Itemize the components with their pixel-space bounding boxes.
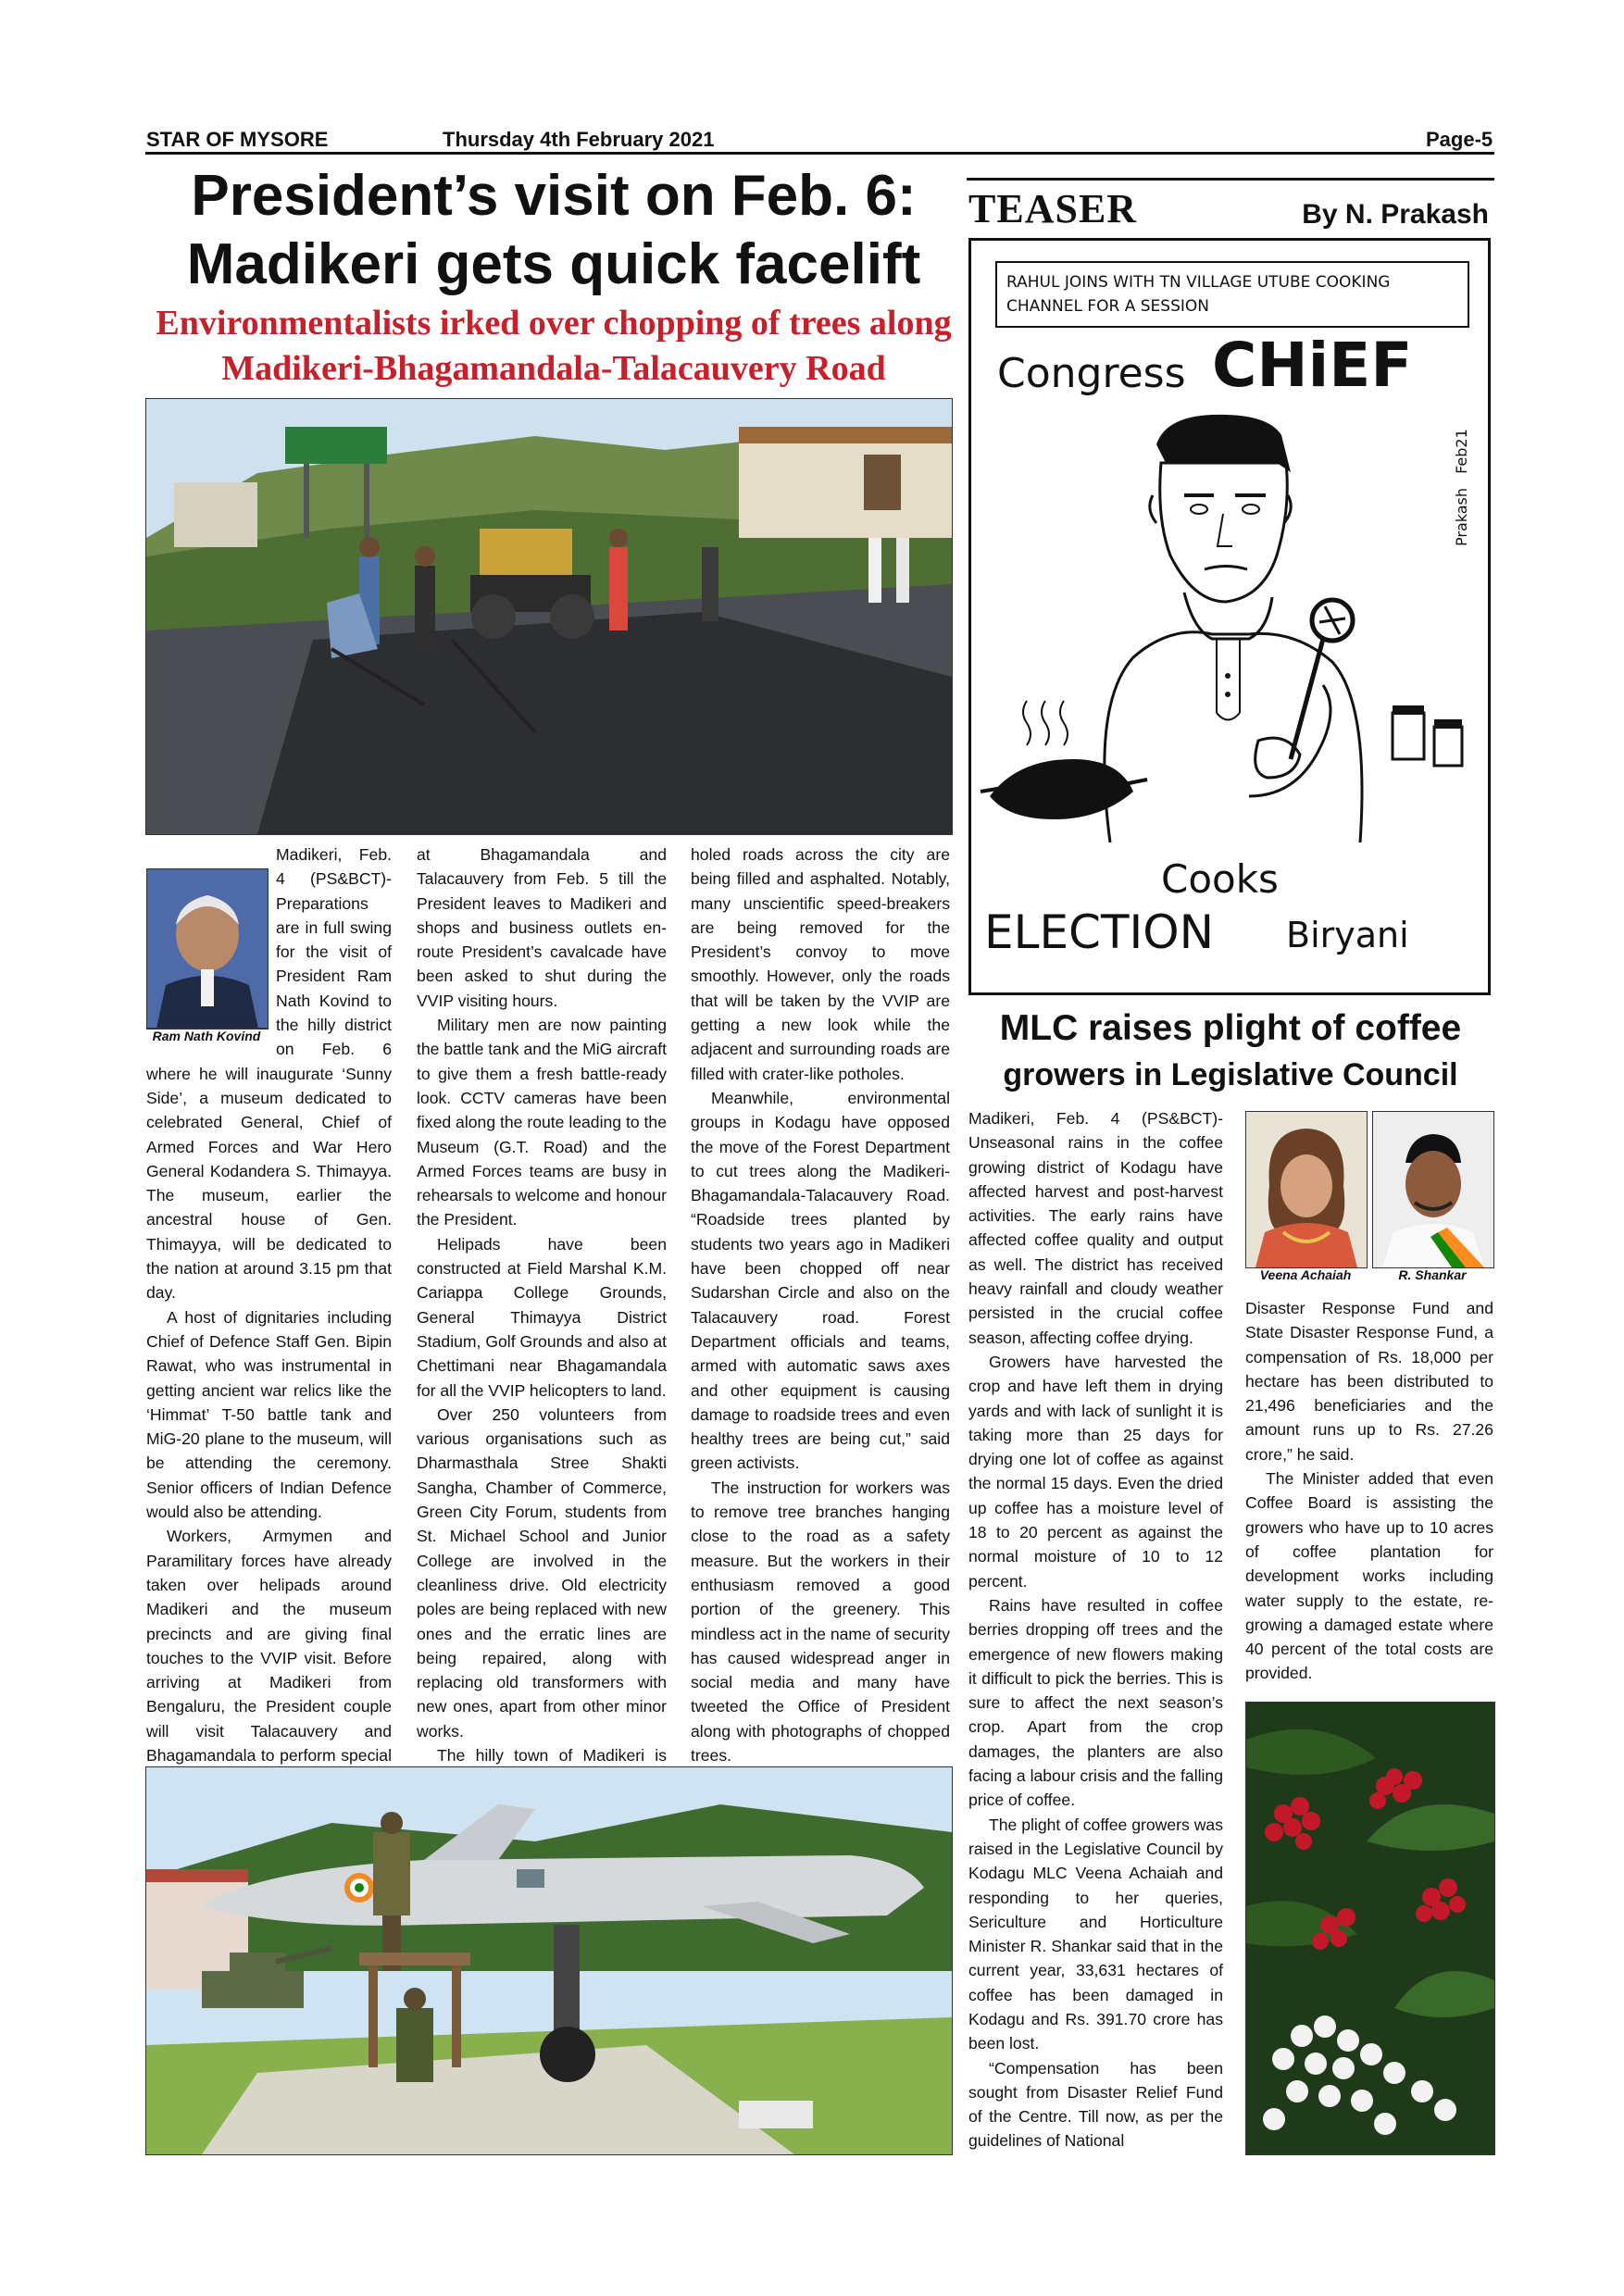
main-col2-para-3: Helipads have been constructed at Field Marshal K.M. Cariappa College Grounds, General Thimayya District Stadium, Golf Grounds and also at Chettimani near Bhagamandala for all the VVIP helicopters to land. xyxy=(417,1234,667,1400)
mlc-col1-para-4: The plight of coffee growers was raised in the Legislative Council by Kodagu MLC Veena Achaiah and responding to her queries, Sericulture and Horticulture Minister R. Shankar said that in the current year, 33,631 hectares of coffee has been damaged in Kodagu and Rs. 391.70 crore has been lost. xyxy=(968,1815,1223,2053)
main-col1-para-1: Madikeri, Feb. 4 (PS&BCT)- Preparations are in full swing for the visit of President Ram Nath Kovind to the hilly district on Feb. 6 where he will inaugurate ‘Sunny Side’, a museum dedicated to celebrated General, Chief of Armed Forces and War Hero General Kodandera S. Thimayya. The museum, earlier the ancestral house of Gen. Thimayya, will be dedicated to the nation at around 3.15 pm that day. xyxy=(146,845,392,1303)
road-repair-illustration xyxy=(146,399,952,834)
teaser-title: TEASER xyxy=(968,186,1138,231)
mlc-col1-para-5: “Compensation has been sought from Disaster Relief Fund of the Centre. Till now, as per the guidelines of National xyxy=(968,2058,1223,2151)
cartoon-frame xyxy=(968,238,1491,995)
veena-achaiah-photo xyxy=(1245,1111,1368,1268)
cartoon-label-congress: Congress xyxy=(997,350,1186,397)
main-col2-para-5: The hilly town of Madikeri is xyxy=(437,1745,667,1765)
issue-date: Thursday 4th February 2021 xyxy=(443,128,715,151)
teaser-top-rule xyxy=(967,178,1494,181)
coffee-berries-photo xyxy=(1245,1702,1495,2155)
main-story-column-1 xyxy=(146,842,392,1816)
mlc-col1-para-2: Growers have harvested the crop and have left them in drying yards and with lack of sunlight it is taking more than 25 days for drying one lot of coffee as against the normal 15 days. Even the dried up coffee has a moisture level of 18 to 20 percent as against the normal moisture of 10 to 12 percent. xyxy=(968,1352,1223,1591)
main-col3-para-1: holed roads across the city are being filled and asphalted. Notably, many unscientific speed-breakers are being removed for the President’s convoy to move smoothly. However, only the roads that will be taken by the VVIP are getting a new look while the adjacent and surrounding roads are filled with crater-like potholes. xyxy=(691,845,950,1083)
cartoon-label-biryani: Biryani xyxy=(1286,915,1409,955)
cartoon-caption-line2: CHANNEL FOR A SESSION xyxy=(1006,297,1209,316)
main-col2-para-4: Over 250 volunteers from various organisations such as Dharmasthala Stree Shakti Sangha, Chamber of Commerce, Green City Forum, students from St. Michael School and Junior College are involved in the cleanliness drive. Old electricity poles are being replaced with new ones and the erratic lines are being repaired, along with replacing old transformers with new ones, apart from other minor works. xyxy=(417,1404,667,1741)
cartoon-caption-line1: RAHUL JOINS WITH TN VILLAGE UTUBE COOKING xyxy=(1006,273,1391,292)
mlc-col2-para-1: Disaster Response Fund and State Disaster Response Fund, a compensation of Rs. 18,000 per hectare has been distributed to 21,496 beneficiaries and the amount runs up to Rs. 27.26 crore,” he said. xyxy=(1245,1299,1493,1464)
page-number: Page-5 xyxy=(1426,128,1493,151)
main-col1-para-2: A host of dignitaries including Chief of Defence Staff Gen. Bipin Rawat, who was instrumental in getting ancient war relics like the ‘Himmat’ T-50 battle tank and MiG-20 plane to the museum, will be attending the ceremony. Senior officers of Indian Defence would also be attending. xyxy=(146,1307,392,1522)
president-photo-caption: Ram Nath Kovind xyxy=(146,1028,267,1043)
cartoon-caption-box xyxy=(995,261,1469,328)
main-headline-line1: President’s visit on Feb. 6: xyxy=(191,164,917,228)
coffee-berries-illustration xyxy=(1246,1703,1494,2154)
cartoon-label-cooks: Cooks xyxy=(1161,856,1279,902)
main-story-column-3 xyxy=(691,842,950,1767)
inset-float-space xyxy=(146,842,276,1055)
masthead-rule xyxy=(145,152,1494,155)
mlc-col2-para-2: The Minister added that even Coffee Board is assisting the growers who have up to 10 acres of coffee plantation for development works including water supply to the estate, re-growing a damaged estate where 40 percent of the total costs are provided. xyxy=(1245,1469,1493,1683)
main-story-column-2 xyxy=(417,842,667,1792)
mlc-col1-para-1: Madikeri, Feb. 4 (PS&BCT)- Unseasonal rains in the coffee growing district of Kodagu have affected harvest and post-harvest activities. The early rains have affected coffee quality and output as well. The district has received heavy rainfall and cloudy weather persisted in the crucial coffee season, affecting coffee drying. xyxy=(968,1109,1223,1347)
mlc-story-column-2 xyxy=(1245,1296,1493,1686)
r-shankar-caption: R. Shankar xyxy=(1398,1267,1467,1282)
main-col1-para-3: Workers, Armymen and Paramilitary forces have already taken over helipads around Madikeri and the museum precincts and are giving final touches to the VVIP visit. Before arriving at Madikeri from Bengaluru, the President couple will visit Talacauvery and Bhagamandala to perform special xyxy=(146,1527,392,1765)
main-subhead-line1: Environmentalists irked over chopping of trees along xyxy=(156,304,952,343)
main-col2-para-2: Military men are now painting the battle tank and the MiG aircraft to give them a fresh battle-ready look. CCTV cameras have been fixed along the route leading to the Museum (G.T. Road) and the Armed Forces teams are busy in rehearsals to welcome and honour the President. xyxy=(417,1016,667,1229)
mlc-col1-para-3: Rains have resulted in coffee berries dropping off trees and the emergence of new flowers making it difficult to pick the berries. This is sure to affect the next season’s crop. Apart from the crop damages, the planters are also facing a labour crisis and the falling price of coffee. xyxy=(968,1595,1223,1810)
veena-achaiah-caption: Veena Achaiah xyxy=(1259,1267,1352,1282)
cartoon-label-election: ELECTION xyxy=(984,905,1214,959)
cartoonist-signature xyxy=(1453,429,1470,546)
main-headline-line2: Madikeri gets quick facelift xyxy=(186,232,921,296)
cartoon-label-chief: CHiEF xyxy=(1212,330,1413,401)
paper-name: STAR OF MYSORE xyxy=(146,128,329,151)
road-repair-photo xyxy=(145,398,953,835)
mig-aircraft-photo xyxy=(145,1766,953,2155)
r-shankar-photo xyxy=(1372,1111,1494,1268)
main-col3-para-2: Meanwhile, environmental groups in Kodagu have opposed the move of the Forest Department to cut trees along the Madikeri-Bhagamandala-Talacauvery Road. “Roadside trees planted by students two years ago in Madikeri have been chopped off near Sudarshan Circle and also on the Talacauvery road. Forest Department officials and teams, armed with automatic saws axes and other equipment is causing damage to roadside trees and even healthy trees are being cut,” said green activists. xyxy=(691,1088,950,1473)
cartoon-drawing xyxy=(971,407,1488,852)
r-shankar-portrait xyxy=(1373,1112,1493,1267)
mlc-story-column-1 xyxy=(968,1106,1223,2153)
teaser-byline: By N. Prakash xyxy=(1302,199,1489,230)
main-subhead-line2: Madikeri-Bhagamandala-Talacauvery Road xyxy=(221,349,886,388)
mlc-headline-line1: MLC raises plight of coffee xyxy=(999,1008,1462,1048)
main-col3-para-3: The instruction for workers was to remove tree branches hanging close to the road as a safety measure. But the workers in their enthusiasm removed a good portion of the greenery. This mindless act in the name of security has caused widespread anger in social media and many have tweeted the Office of President along with photographs of chopped trees. xyxy=(691,1478,950,1765)
signature-name: Prakash xyxy=(1453,487,1470,546)
mlc-headline-line2: growers in Legislative Council xyxy=(1003,1057,1458,1092)
main-col2-para-1: at Bhagamandala and Talacauvery from Feb. 5 till the President leaves to Madikeri and shops and business outlets en-route President’s cavalcade have been asked to shut during the VVIP visiting hours. xyxy=(417,845,667,1010)
mig-aircraft-illustration xyxy=(146,1767,952,2154)
signature-date: Feb21 xyxy=(1453,429,1470,474)
veena-achaiah-portrait xyxy=(1246,1112,1367,1267)
